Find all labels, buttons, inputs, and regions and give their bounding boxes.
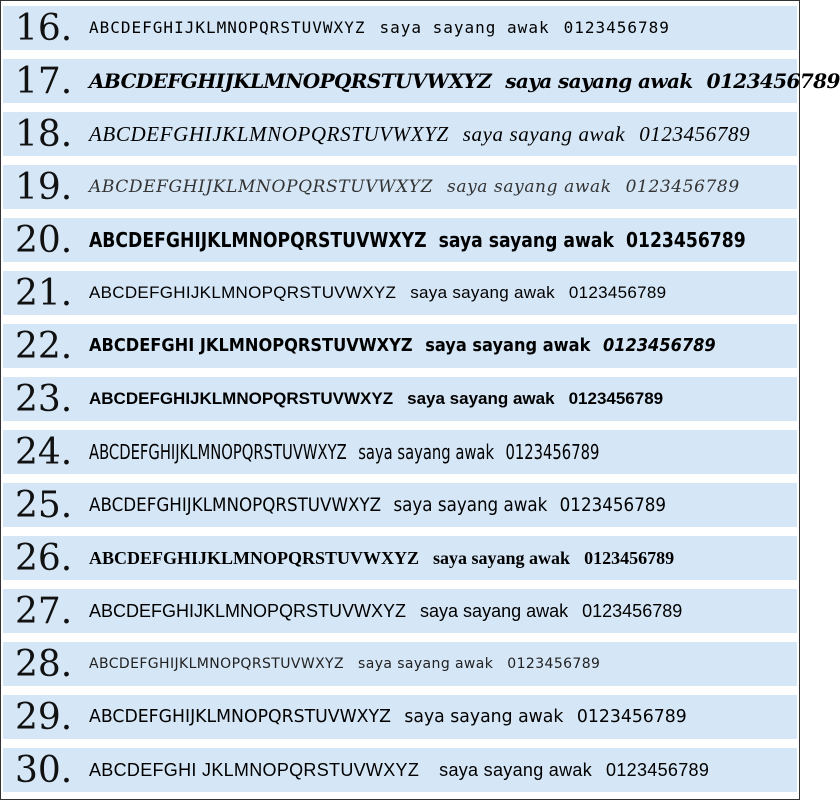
digits-sample: 0123456789 <box>706 69 840 93</box>
font-row-17 <box>3 59 840 103</box>
font-sample <box>89 589 682 633</box>
font-sample <box>89 483 666 527</box>
phrase-sample: saya sayang awak <box>379 18 550 37</box>
phrase-sample: saya sayang awak <box>410 283 555 302</box>
font-sample <box>89 430 599 474</box>
font-row-23 <box>3 377 797 421</box>
phrase-sample: saya sayang awak <box>433 548 571 568</box>
font-row-20 <box>3 218 797 262</box>
digits-sample: 0123456789 <box>626 228 746 252</box>
phrase-sample: saya sayang awak <box>425 335 591 356</box>
phrase-sample: saya sayang awak <box>393 494 548 516</box>
alphabet-sample: ABCDEFGHIJKLMNOPQRSTUVWXYZ <box>89 601 407 621</box>
font-number: 18. <box>15 114 73 155</box>
font-number: 29. <box>15 697 73 738</box>
alphabet-sample: ABCDEFGHIJKLMNOPQRSTUVWXYZ <box>89 389 394 408</box>
font-sample <box>89 642 600 686</box>
digits-sample: 0123456789 <box>606 760 710 780</box>
font-sample <box>89 6 670 50</box>
font-sample <box>89 695 687 739</box>
font-number: 20. <box>15 220 73 261</box>
digits-sample: 0123456789 <box>507 656 601 672</box>
font-number: 25. <box>15 485 73 526</box>
alphabet-sample: ABCDEFGHIJKLMNOPQRSTUVWXYZ <box>89 440 347 464</box>
font-number: 24. <box>15 432 73 473</box>
font-number: 23. <box>15 379 73 420</box>
font-sample <box>89 59 840 103</box>
font-row-27 <box>3 589 797 633</box>
phrase-sample: saya sayang awak <box>420 601 569 621</box>
digits-sample: 0123456789 <box>639 122 751 146</box>
font-number: 26. <box>15 538 73 579</box>
phrase-sample: saya sayang awak <box>462 122 626 146</box>
phrase-sample: saya sayang awak <box>404 706 564 727</box>
font-sample <box>89 324 716 368</box>
font-sample <box>89 748 709 792</box>
digits-sample: 0123456789 <box>584 548 675 568</box>
digits-sample: 0123456789 <box>582 601 683 621</box>
digits-sample: 0123456789 <box>568 283 667 302</box>
alphabet-sample: ABCDEFGHIJKLMNOPQRSTUVWXYZ <box>89 548 420 568</box>
font-row-16 <box>3 6 797 50</box>
font-row-21 <box>3 271 797 315</box>
font-number: 22. <box>15 326 73 367</box>
phrase-sample: saya sayang awak <box>505 69 693 93</box>
alphabet-sample: ABCDEFGHIJKLMNOPQRSTUVWXYZ <box>89 283 397 302</box>
font-number: 21. <box>15 273 73 314</box>
font-number: 30. <box>15 750 73 791</box>
phrase-sample: saya sayang awak <box>447 177 612 197</box>
alphabet-sample: ABCDEFGHIJKLMNOPQRSTUVWXYZ <box>89 69 492 93</box>
alphabet-sample: ABCDEFGHIJKLMNOPQRSTUVWXYZ <box>89 706 391 727</box>
phrase-sample: saya sayang awak <box>439 760 593 780</box>
digits-sample: 0123456789 <box>576 706 687 727</box>
digits-sample: 0123456789 <box>559 494 667 516</box>
phrase-sample: saya sayang awak <box>358 440 495 464</box>
digits-sample: 0123456789 <box>602 335 716 356</box>
alphabet-sample: ABCDEFGHIJKLMNOPQRSTUVWXYZ <box>89 18 366 37</box>
font-row-29 <box>3 695 797 739</box>
digits-sample: 0123456789 <box>505 440 600 464</box>
alphabet-sample: ABCDEFGHIJKLMNOPQRSTUVWXYZ <box>89 656 345 672</box>
font-sample <box>89 536 674 580</box>
font-sample <box>89 271 666 315</box>
font-sample <box>89 112 750 156</box>
font-number: 16. <box>15 8 73 49</box>
phrase-sample: saya sayang awak <box>438 228 614 252</box>
digits-sample: 0123456789 <box>568 389 664 408</box>
digits-sample: 0123456789 <box>563 18 670 37</box>
digits-sample: 0123456789 <box>625 177 740 197</box>
alphabet-sample: ABCDEFGHIJKLMNOPQRSTUVWXYZ <box>89 228 427 252</box>
font-sample <box>89 377 663 421</box>
alphabet-sample: ABCDEFGHIJKLMNOPQRSTUVWXYZ <box>89 494 382 516</box>
font-row-22 <box>3 324 797 368</box>
font-number: 27. <box>15 591 73 632</box>
phrase-sample: saya sayang awak <box>407 389 555 408</box>
font-row-28 <box>3 642 797 686</box>
font-number: 19. <box>15 167 73 208</box>
font-row-19 <box>3 165 797 209</box>
font-row-18 <box>3 112 797 156</box>
alphabet-sample: ABCDEFGHI JKLMNOPQRSTUVWXYZ <box>89 760 420 780</box>
font-number: 17. <box>15 61 73 102</box>
font-row-24 <box>3 430 797 474</box>
phrase-sample: saya sayang awak <box>358 656 494 672</box>
font-row-26 <box>3 536 797 580</box>
alphabet-sample: ABCDEFGHIJKLMNOPQRSTUVWXYZ <box>89 177 434 197</box>
alphabet-sample: ABCDEFGHIJKLMNOPQRSTUVWXYZ <box>89 122 449 146</box>
font-row-30 <box>3 748 797 792</box>
font-sample <box>89 218 746 262</box>
font-number: 28. <box>15 644 73 685</box>
alphabet-sample: ABCDEFGHI JKLMNOPQRSTUVWXYZ <box>89 335 413 356</box>
font-sample <box>89 165 740 209</box>
font-row-25 <box>3 483 797 527</box>
